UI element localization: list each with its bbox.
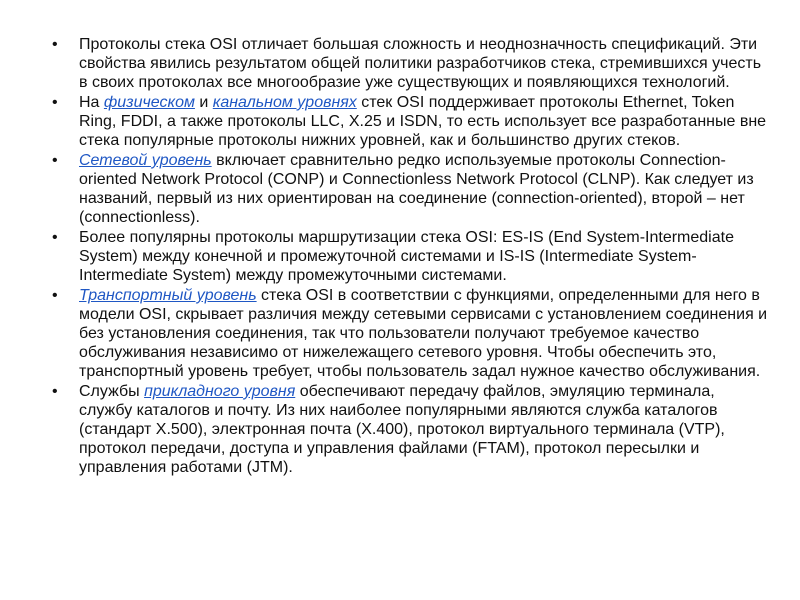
bullet-dot-icon: • xyxy=(52,94,58,111)
bullet-item xyxy=(52,382,772,477)
bullet-item xyxy=(52,151,772,227)
bullet-text: стек OSI поддерживает протоколы Ethernet, Token Ring, FDDI, а также протоколы LLC, X.25 и ISDN, то есть использует все разработанные вне стека популярные протоколы нижних уровней, как и большинство других стеков. xyxy=(79,94,767,149)
bullet-text: и xyxy=(194,94,213,111)
bullet-dot-icon: • xyxy=(52,152,58,169)
bullet-text: стека OSI в соответствии с функциями, определенными для него в модели OSI, скрывает различия между сетевыми сервисами с установлением соединения и без установления соединения, так что пользователи получают требуемое качество обслуживания независимо от нижележащего сетевого уровня. Чтобы обеспечить это, транспортный уровень требует, чтобы пользователь задал нужное качество обслуживания. xyxy=(79,287,768,380)
bullet-dot-icon: • xyxy=(52,383,58,400)
bullet-dot-icon: • xyxy=(52,287,58,304)
bullet-text: Протоколы стека OSI отличает большая сложность и неоднозначность спецификаций. Эти свойства явились результатом общей политики разработчиков стека, стремившихся учесть в своих протоколах все многообразие уже существующих и появляющихся технологий. xyxy=(79,36,762,91)
bullet-item xyxy=(52,35,772,92)
bullet-text: включает сравнительно редко используемые протоколы Connection-oriented Network Protocol (CONP) и Connectionless Network Protocol (CLNP). Как следует из названий, первый из них ориентирован на соединение (connection-oriented), второй – нет (connectionless). xyxy=(79,152,754,226)
bullet-item xyxy=(52,93,772,150)
bullet-dot-icon: • xyxy=(52,36,58,53)
bullet-item xyxy=(52,228,772,285)
term-link[interactable]: канальном уровнях xyxy=(212,94,357,111)
bullet-text: На xyxy=(79,94,104,111)
term-link[interactable]: Сетевой уровень xyxy=(79,152,212,169)
bullet-dot-icon: • xyxy=(52,229,58,246)
bullet-list xyxy=(52,35,772,478)
term-link[interactable]: прикладного уровня xyxy=(144,383,296,400)
term-link[interactable]: Транспортный уровень xyxy=(79,287,257,304)
bullet-text: Более популярны протоколы маршрутизации стека OSI: ES-IS (End System-Intermediate System) между конечной и промежуточной системами и IS-IS (Intermediate System-Intermediate System) между промежуточными системами. xyxy=(79,229,734,284)
bullet-item xyxy=(52,286,772,381)
bullet-text: обеспечивают передачу файлов, эмуляцию терминала, службу каталогов и почту. Из них наиболее популярными являются служба каталогов (стандарт X.500), электронная почта (X.400), протокол виртуального терминала (VTP), протокол передачи, доступа и управления файлами (FTAM), протокол пересылки и управления работами (JTM). xyxy=(79,383,725,476)
term-link[interactable]: физическом xyxy=(103,94,195,111)
bullet-text: Службы xyxy=(79,383,145,400)
